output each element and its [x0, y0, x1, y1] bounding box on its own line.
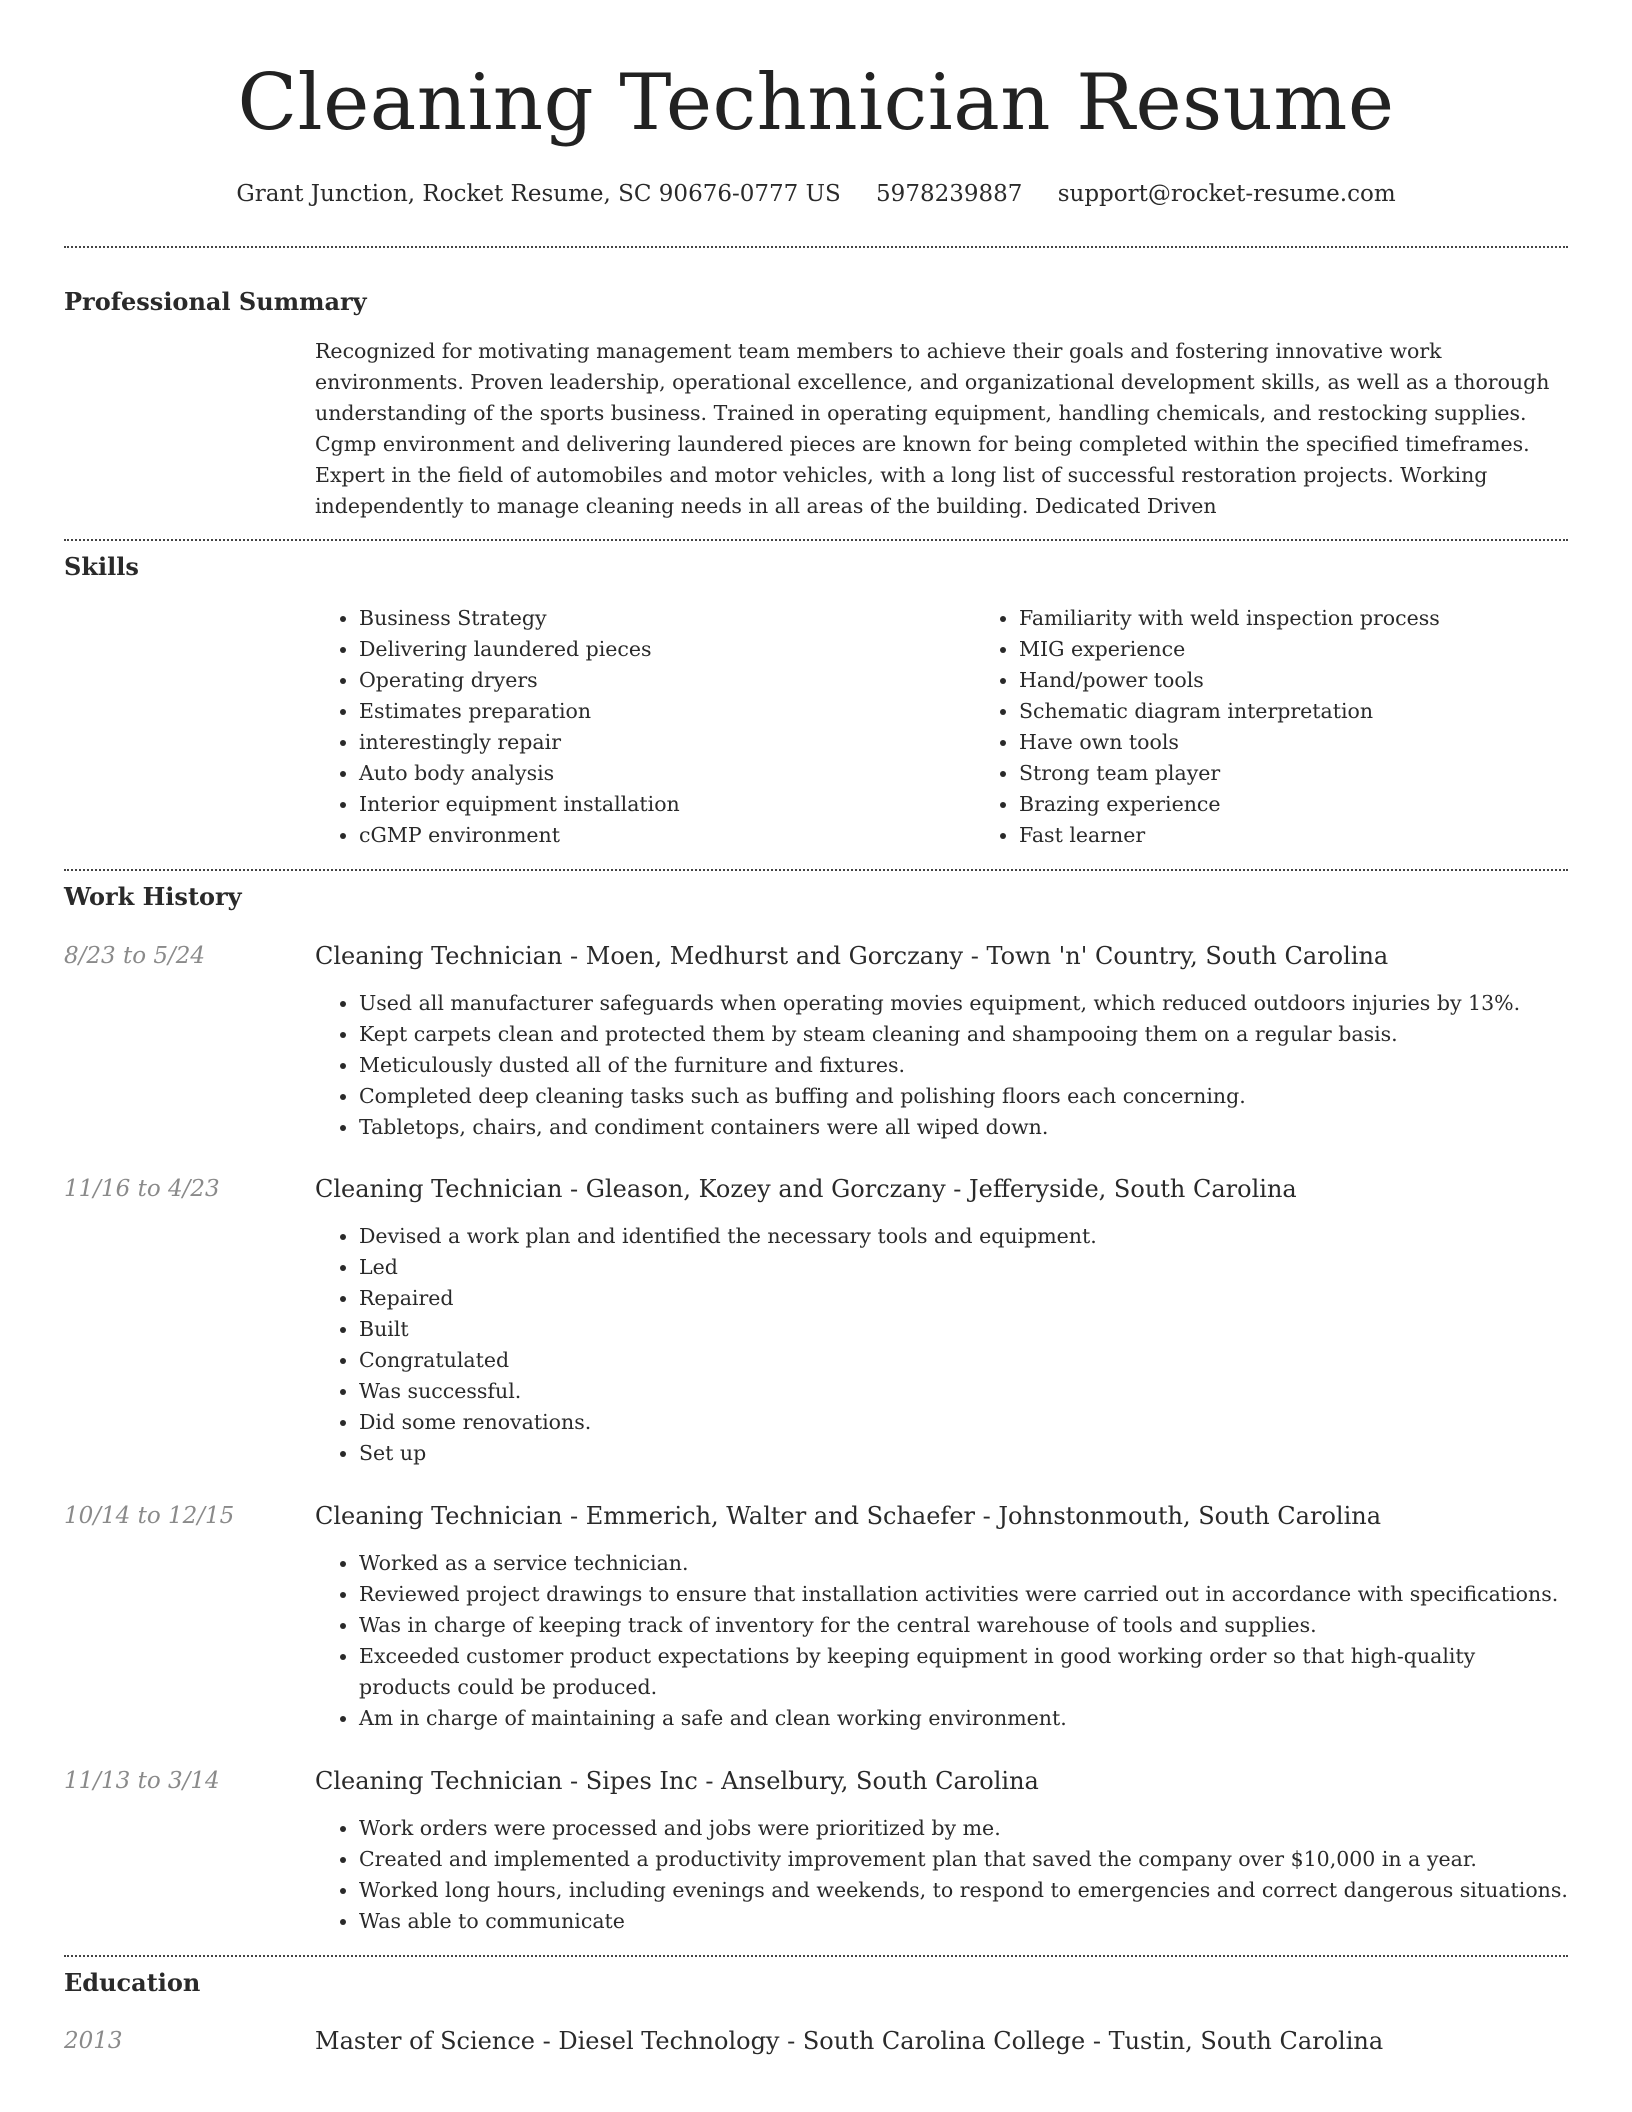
job-bullets	[315, 1548, 1568, 1734]
skill-item: • cGMP environment	[359, 820, 975, 851]
divider-header	[64, 246, 1568, 248]
job-body	[315, 940, 1568, 1143]
summary-heading: Professional Summary	[64, 287, 367, 316]
job-dates: 10/14 to 12/15	[64, 1503, 235, 1529]
contact-line	[64, 178, 1568, 210]
job-bullet: • Completed deep cleaning tasks such as buffing and polishing floors each concerning.	[359, 1081, 1568, 1112]
job-bullets	[315, 988, 1568, 1143]
summary-text: Recognized for motivating management team members to achieve their goals and fostering innovative work environments. Proven leadership, operational excellence, and organizational development skills, as well as a thorough understanding of the sports business. Trained in operating equipment, handling chemicals, and restocking supplies. Cgmp environment and delivering laundered pieces are known for being completed within the specified timeframes. Expert in the field of automobiles and motor vehicles, with a long list of successful restoration projects. Working independently to manage cleaning needs in all areas of the building. Dedicated Driven	[315, 339, 1550, 518]
skills-columns	[315, 603, 1632, 851]
job-bullet: • Tabletops, chairs, and condiment containers were all wiped down.	[359, 1112, 1568, 1143]
job-bullet: • Used all manufacturer safeguards when operating movies equipment, which reduced outdoors injuries by 13%.	[359, 988, 1568, 1019]
skill-item: • Schematic diagram interpretation	[1019, 696, 1632, 727]
skills-heading: Skills	[64, 552, 139, 581]
skills-list-right	[975, 603, 1632, 851]
job-bullet: • Meticulously dusted all of the furniture and fixtures.	[359, 1050, 1568, 1081]
skill-item: • interestingly repair	[359, 727, 975, 758]
education-body	[315, 2025, 1568, 2057]
job-bullet: • Was successful.	[359, 1376, 1568, 1407]
divider-skills	[64, 869, 1568, 871]
job-dates: 11/13 to 3/14	[64, 1768, 220, 1794]
job-body	[315, 1500, 1568, 1734]
skill-item: • MIG experience	[1019, 634, 1632, 665]
job-bullet: • Exceeded customer product expectations by keeping equipment in good working order so that high-quality products could be produced.	[359, 1641, 1568, 1703]
skills-list-left	[315, 603, 975, 851]
skill-item: • Brazing experience	[1019, 789, 1632, 820]
job-bullet: • Led	[359, 1252, 1568, 1283]
education-title: Master of Science - Diesel Technology - South Carolina College - Tustin, South Carolina	[315, 2027, 1384, 2055]
job-entry	[64, 1173, 1568, 1469]
skill-item: • Estimates preparation	[359, 696, 975, 727]
job-title: Cleaning Technician - Moen, Medhurst and Gorczany - Town 'n' Country, South Carolina	[315, 942, 1389, 970]
resume-title: Cleaning Technician Resume	[237, 58, 1395, 148]
skill-item: • Familiarity with weld inspection process	[1019, 603, 1632, 634]
skill-item: • Auto body analysis	[359, 758, 975, 789]
contact-address: Grant Junction, Rocket Resume, SC 90676-0777 US	[236, 181, 841, 207]
job-bullet: • Worked as a service technician.	[359, 1548, 1568, 1579]
job-entry	[64, 940, 1568, 1143]
skill-item: • Operating dryers	[359, 665, 975, 696]
education-heading: Education	[64, 1968, 201, 1997]
skills-left-spacer	[64, 603, 315, 851]
job-entry	[64, 1500, 1568, 1734]
education-year: 2013	[64, 2028, 123, 2054]
job-bullet: • Created and implemented a productivity improvement plan that saved the company over $10,000 in a year.	[359, 1844, 1568, 1875]
skill-item: • Fast learner	[1019, 820, 1632, 851]
education-entry	[64, 2025, 1568, 2057]
skill-item: • Have own tools	[1019, 727, 1632, 758]
divider-summary	[64, 539, 1568, 541]
summary-section	[64, 336, 1568, 522]
job-bullet: • Built	[359, 1314, 1568, 1345]
job-bullet: • Devised a work plan and identified the necessary tools and equipment.	[359, 1221, 1568, 1252]
skills-section	[64, 603, 1568, 851]
skill-item: • Business Strategy	[359, 603, 975, 634]
job-title: Cleaning Technician - Gleason, Kozey and Gorczany - Jefferyside, South Carolina	[315, 1175, 1297, 1203]
job-bullet: • Repaired	[359, 1283, 1568, 1314]
contact-phone: 5978239887	[876, 181, 1023, 207]
work-heading: Work History	[64, 882, 242, 911]
job-dates: 11/16 to 4/23	[64, 1176, 220, 1202]
job-bullets	[315, 1813, 1568, 1937]
job-body	[315, 1765, 1568, 1937]
summary-body	[315, 336, 1568, 522]
job-bullet: • Reviewed project drawings to ensure that installation activities were carried out in accordance with specifications.	[359, 1579, 1568, 1610]
job-bullet: • Set up	[359, 1438, 1568, 1469]
divider-work	[64, 1955, 1568, 1957]
skill-item: • Delivering laundered pieces	[359, 634, 975, 665]
summary-left-spacer	[64, 336, 315, 522]
job-body	[315, 1173, 1568, 1469]
skill-item: • Strong team player	[1019, 758, 1632, 789]
job-bullet: • Kept carpets clean and protected them by steam cleaning and shampooing them on a regular basis.	[359, 1019, 1568, 1050]
job-dates: 8/23 to 5/24	[64, 943, 206, 969]
job-bullet: • Was able to communicate	[359, 1906, 1568, 1937]
skill-item: • Hand/power tools	[1019, 665, 1632, 696]
job-bullet: • Am in charge of maintaining a safe and clean working environment.	[359, 1703, 1568, 1734]
job-bullet: • Was in charge of keeping track of inventory for the central warehouse of tools and supplies.	[359, 1610, 1568, 1641]
job-entry	[64, 1765, 1568, 1937]
job-bullet: • Worked long hours, including evenings and weekends, to respond to emergencies and correct dangerous situations.	[359, 1875, 1568, 1906]
job-bullets	[315, 1221, 1568, 1469]
contact-email: support@rocket-resume.com	[1057, 181, 1396, 207]
job-bullet: • Work orders were processed and jobs were prioritized by me.	[359, 1813, 1568, 1844]
job-title: Cleaning Technician - Sipes Inc - Anselbury, South Carolina	[315, 1767, 1039, 1795]
job-bullet: • Did some renovations.	[359, 1407, 1568, 1438]
job-bullet: • Congratulated	[359, 1345, 1568, 1376]
job-title: Cleaning Technician - Emmerich, Walter and Schaefer - Johnstonmouth, South Carolina	[315, 1502, 1382, 1530]
skill-item: • Interior equipment installation	[359, 789, 975, 820]
